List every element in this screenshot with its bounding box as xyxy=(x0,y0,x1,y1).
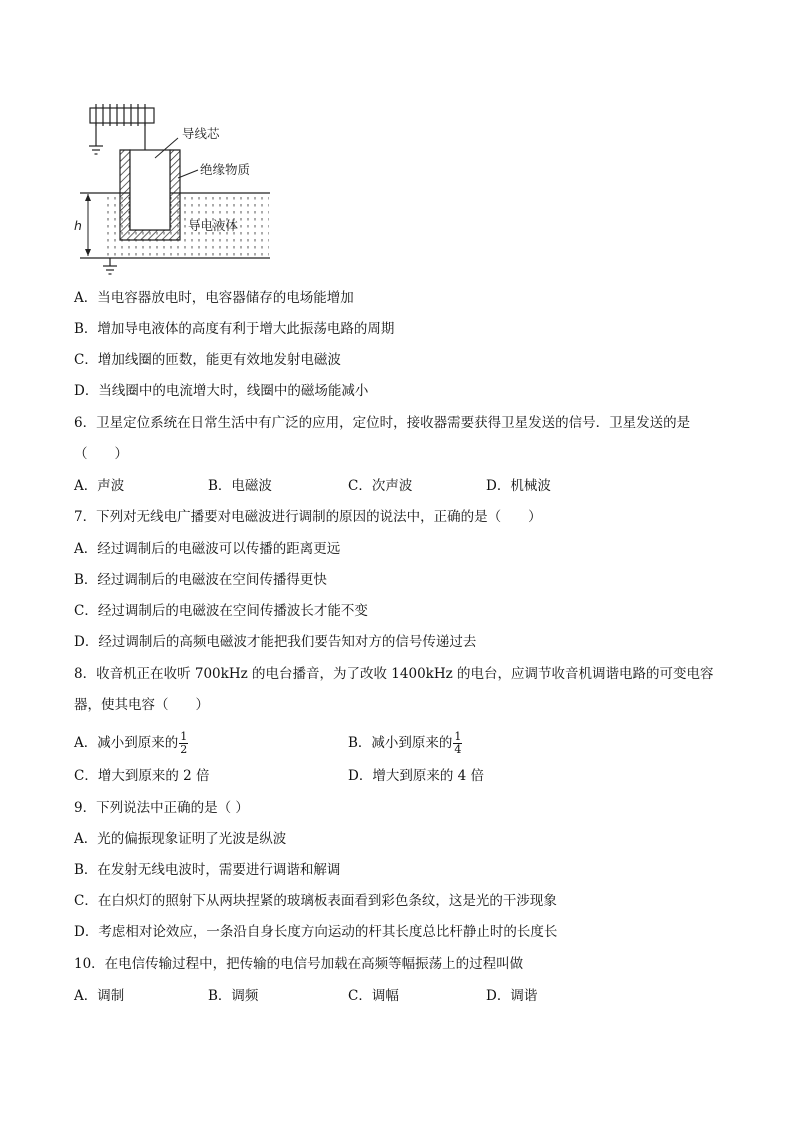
fraction-numerator: 1 xyxy=(454,730,462,743)
q9-option-d: D．考虑相对论效应，一条沿自身长度方向运动的杆其长度总比杆静止时的长度长 xyxy=(74,924,558,940)
q8-option-c: C．增大到原来的 2 倍 xyxy=(74,768,210,784)
q8-stem-cont: 器，使其电容（ ） xyxy=(74,697,209,713)
label-h: h xyxy=(74,218,82,233)
q7-option-c: C．经过调制后的电磁波在空间传播波长才能不变 xyxy=(74,603,368,619)
q6-stem-cont: （ ） xyxy=(74,446,128,462)
q9-option-a: A．光的偏振现象证明了光波是纵波 xyxy=(74,831,287,847)
q8-option-b xyxy=(348,731,462,756)
q8-option-a xyxy=(74,731,188,756)
q9-option-c: C．在白炽灯的照射下从两块捏紧的玻璃板表面看到彩色条纹，这是光的干涉现象 xyxy=(74,893,557,909)
q10-option-c: C．调幅 xyxy=(348,988,399,1004)
q6-stem: 6．卫星定位系统在日常生活中有广泛的应用，定位时，接收器需要获得卫星发送的信号．卫星发送的是 xyxy=(74,415,691,431)
q10-stem: 10．在电信传输过程中，把传输的电信号加载在高频等幅振荡上的过程叫做 xyxy=(74,956,524,972)
fraction-denominator: 4 xyxy=(454,743,462,756)
q7-option-d: D．经过调制后的高频电磁波才能把我们要告知对方的信号传递过去 xyxy=(74,634,477,650)
fraction-denominator: 2 xyxy=(180,743,188,756)
q10-option-d: D．调谐 xyxy=(486,988,538,1004)
q8-option-b-text: B．减小到原来的 xyxy=(348,735,453,751)
q6-option-b: B．电磁波 xyxy=(208,478,272,494)
q5-option-d: D．当线圈中的电流增大时，线圈中的磁场能减小 xyxy=(74,383,369,399)
q10-option-b: B．调频 xyxy=(208,988,259,1004)
q9-stem: 9．下列说法中正确的是（ ） xyxy=(74,800,249,816)
label-conducting-liquid: 导电液体 xyxy=(188,218,239,233)
fraction-one-quarter xyxy=(453,731,462,756)
q7-option-a: A．经过调制后的电磁波可以传播的距离更远 xyxy=(74,541,341,557)
q8-option-d: D．增大到原来的 4 倍 xyxy=(348,768,484,784)
q6-option-d: D．机械波 xyxy=(486,478,551,494)
q7-stem: 7．下列对无线电广播要对电磁波进行调制的原因的说法中，正确的是（ ） xyxy=(74,509,542,525)
q5-option-a: A．当电容器放电时，电容器储存的电场能增加 xyxy=(74,290,354,306)
label-insulating-material: 绝缘物质 xyxy=(200,162,251,177)
q6-option-a: A．声波 xyxy=(74,478,125,494)
capacitor-diagram-svg xyxy=(70,98,290,278)
q5-option-c: C．增加线圈的匝数，能更有效地发射电磁波 xyxy=(74,352,341,368)
wire-core xyxy=(130,150,170,230)
label-wire-core: 导线芯 xyxy=(182,126,220,141)
q10-option-a: A．调制 xyxy=(74,988,125,1004)
fraction-numerator: 1 xyxy=(180,730,188,743)
q9-option-b: B．在发射无线电波时，需要进行调谐和解调 xyxy=(74,862,341,878)
fraction-one-half xyxy=(179,731,188,756)
q6-option-c: C．次声波 xyxy=(348,478,413,494)
q7-option-b: B．经过调制后的电磁波在空间传播得更快 xyxy=(74,572,327,588)
q8-stem: 8．收音机正在收听 700kHz 的电台播音，为了改收 1400kHz 的电台，应调节收音机调谐电路的可变电容 xyxy=(74,666,714,682)
q5-option-b: B．增加导电液体的高度有利于增大此振荡电路的周期 xyxy=(74,321,395,337)
q8-option-a-text: A．减小到原来的 xyxy=(74,735,179,751)
capacitor-diagram xyxy=(70,98,290,278)
